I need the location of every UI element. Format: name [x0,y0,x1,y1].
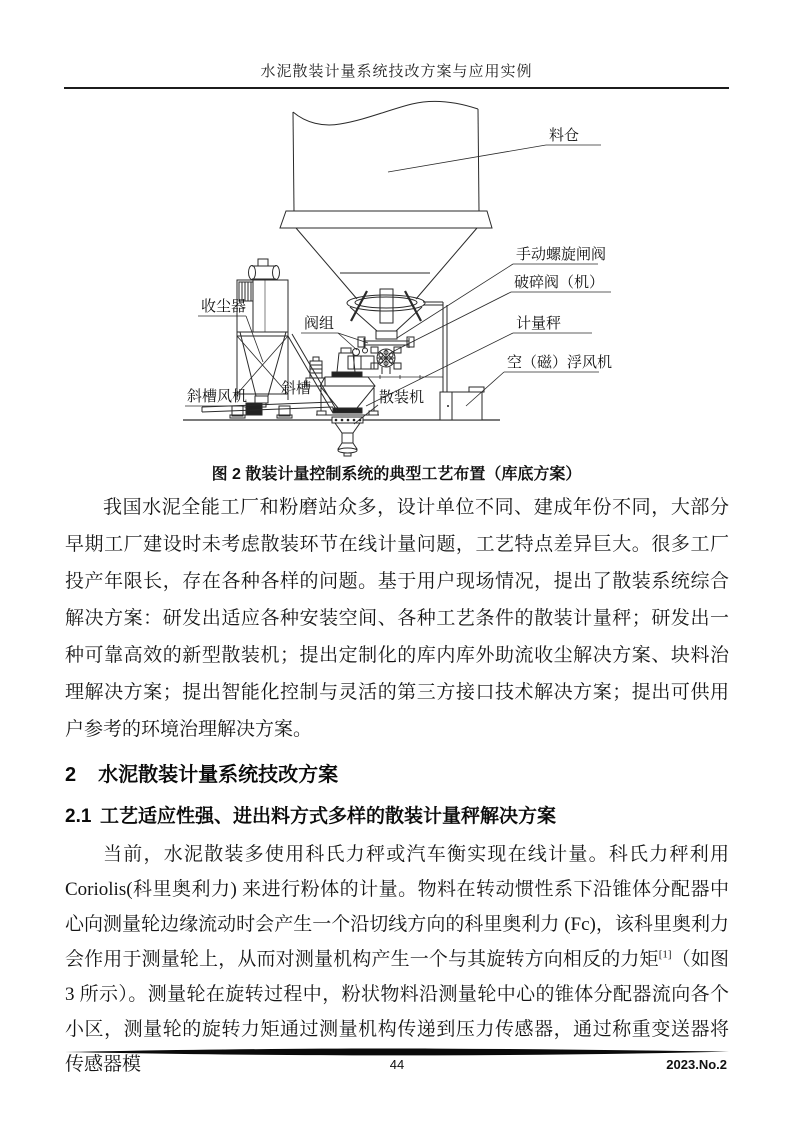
label-crushing-valve: 破碎阀（机） [514,275,605,291]
section-title: 水泥散装计量系统技改方案 [98,764,339,786]
paragraph-2-text-cont: （如图 3 所示）。测量轮在旋转过程中，粉状物料沿测量轮中心的锥体分配器流向各个小区，测量轮的旋转力矩通过测量机构传递到压力传感器，通过称重变送器将传感器模 [65,949,729,1075]
subsection-number: 2.1 [65,806,92,827]
paragraph-2 [65,837,729,1082]
section-heading [65,760,729,790]
receiving-funnel-drawing [347,289,425,331]
figure-caption: 图 2 散装计量控制系统的典型工艺布置（库底方案） [211,466,582,483]
bulk-loader-drawing [332,417,363,456]
page-number: 44 [389,1057,405,1072]
section-number: 2 [65,764,77,786]
valve-assembly-drawing [348,331,414,374]
issue-number: 2023.No.2 [666,1057,727,1072]
silo-drawing [280,101,492,299]
subsection-title: 工艺适应性强、进出料方式多样的散装计量秤解决方案 [99,806,556,827]
paragraph-2-text: 当前，水泥散装多使用科氏力秤或汽车衡实现在线计量。科氏力秤利用 Coriolis(科里奥利力) 来进行粉体的计量。物料在转动惯性系下沿锥体分配器中心向测量轮边缘流动时会产生一个沿切线方向的科里奥利力 (Fc)，该科里奥利力会作用于测量轮上，从而对测量机构产生一个与其旋转方向相反的力矩 [65,844,729,970]
label-air-chute: 斜槽 [281,381,312,397]
body-content [65,489,729,1082]
label-chute-fan: 斜槽风机 [187,389,248,405]
air-fan-box-drawing [440,387,484,420]
label-silo: 料仓 [549,128,580,144]
label-manual-screw-gate-valve: 手动螺旋闸阀 [516,247,607,263]
label-weighing-scale: 计量秤 [516,316,562,332]
citation-ref: [1] [658,948,672,961]
paragraph-1: 我国水泥全能工厂和粉磨站众多，设计单位不同、建成年份不同，大部分早期工厂建设时未考虑散装环节在线计量问题，工艺特点差异巨大。很多工厂投产年限长，存在各种各样的问题。基于用户现场情况，提出了散装系统综合解决方案：研发出适应各种安装空间、各种工艺条件的散装计量秤；研发出一种可靠高效的新型散装机；提出定制化的库内库外助流收尘解决方案、块料治理解决方案；提出智能化控制与灵活的第三方接口技术解决方案；提出可供用户参考的环境治理解决方案。 [65,497,729,740]
label-valve-group: 阀组 [304,316,335,332]
label-dust-collector: 收尘器 [201,299,247,315]
header-rule [64,87,729,89]
figure-diagram [0,100,793,458]
page-footer [65,1057,729,1077]
subsection-heading [65,803,729,831]
label-bulk-loader: 散装机 [379,390,425,406]
header-title: 水泥散装计量系统技改方案与应用实例 [260,64,533,80]
label-air-magnetic-floating-fan: 空（磁）浮风机 [507,355,613,371]
footer-rule-bar [65,1048,729,1056]
page-header [0,60,793,81]
